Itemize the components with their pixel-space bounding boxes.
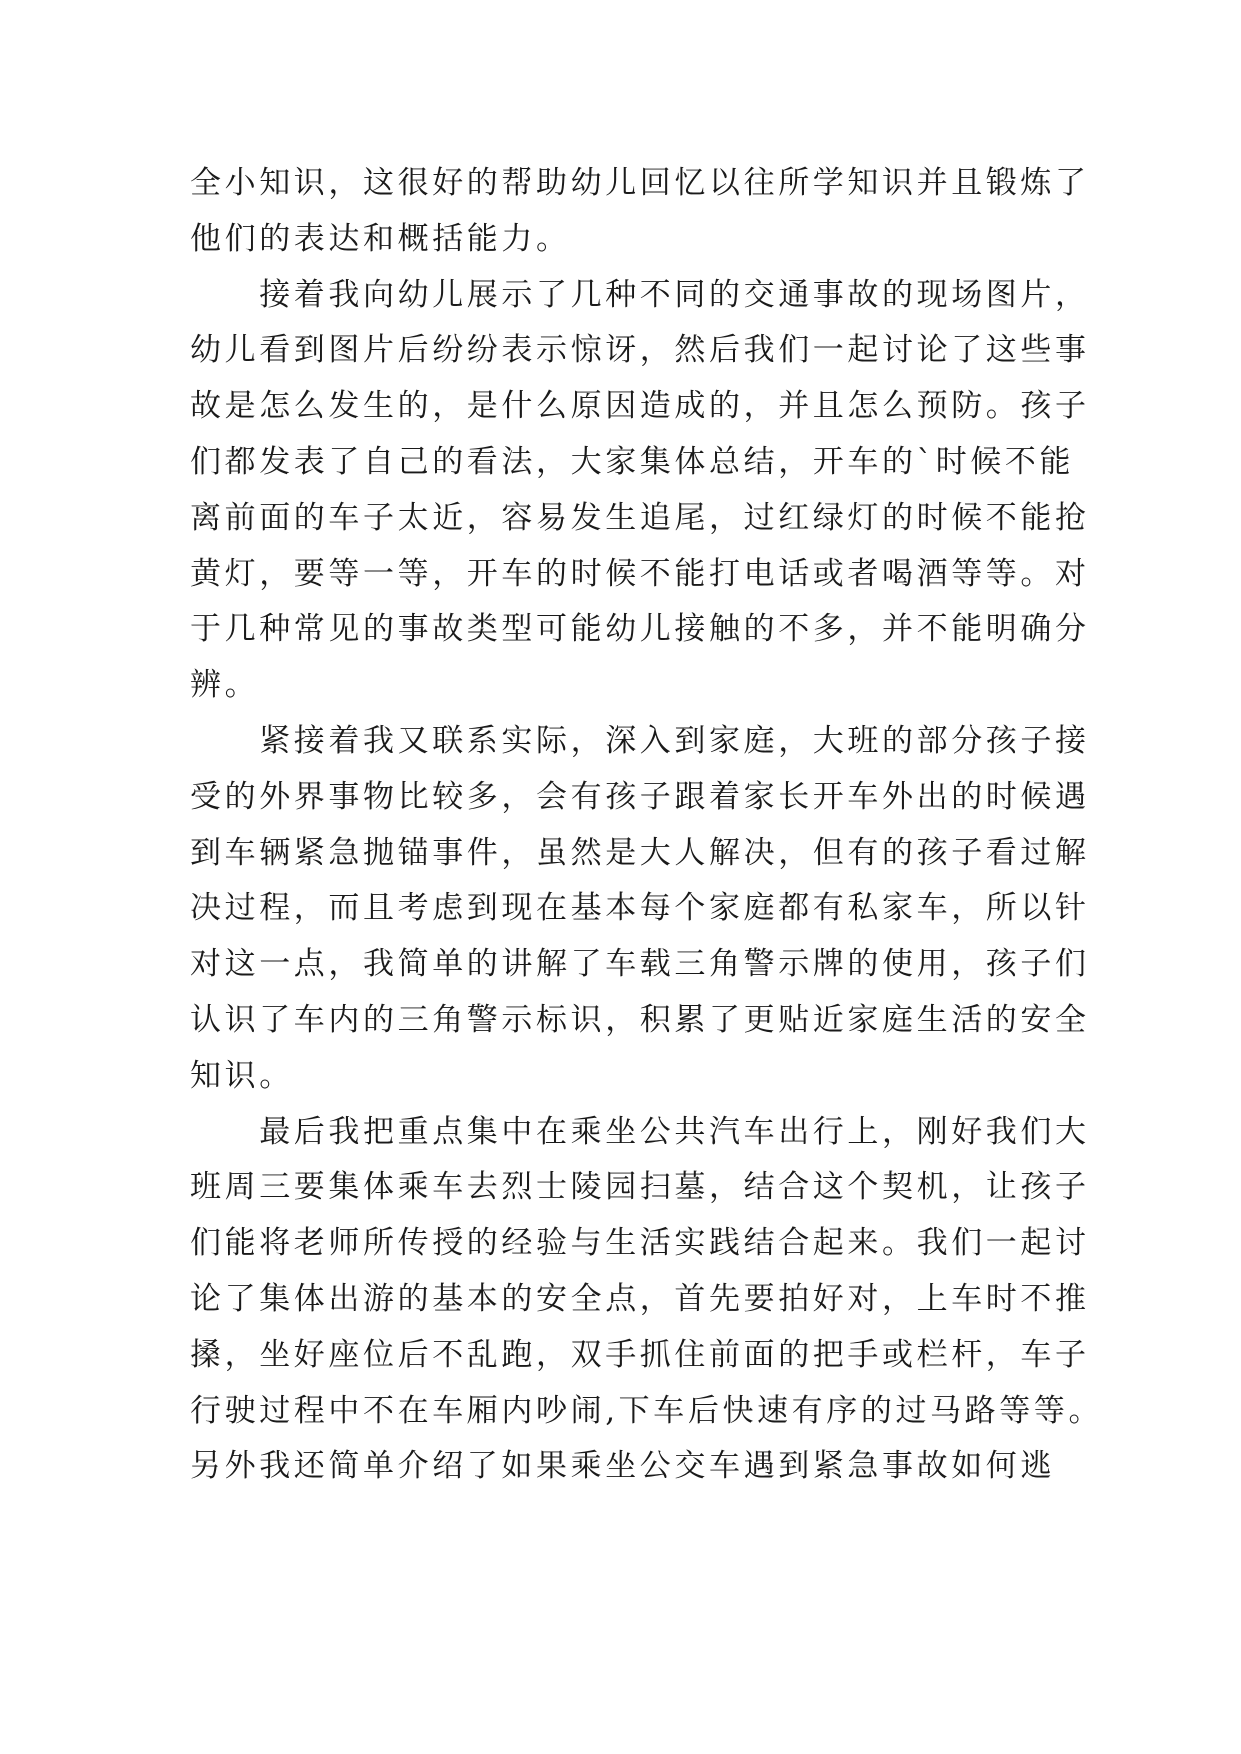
text-line: 离前面的车子太近，容易发生追尾，过红绿灯的时候不能抢 xyxy=(190,499,1090,536)
text-line: 受的外界事物比较多，会有孩子跟着家长开车外出的时候遇 xyxy=(190,778,1090,815)
text-line: 他们的表达和概括能力。 xyxy=(190,220,571,257)
text-line: 们都发表了自己的看法，大家集体总结，开车的`时候不能 xyxy=(190,443,1075,480)
text-line: 幼儿看到图片后纷纷表示惊讶，然后我们一起讨论了这些事 xyxy=(190,332,1090,369)
text-line: 知识。 xyxy=(190,1057,294,1094)
text-line: 接着我向幼儿展示了几种不同的交通事故的现场图片， xyxy=(190,276,1090,313)
body-text xyxy=(190,156,1104,1495)
text-line: 辨。 xyxy=(190,667,260,704)
text-line: 论了集体出游的基本的安全点，首先要拍好对，上车时不推 xyxy=(190,1280,1090,1317)
text-line: 到车辆紧急抛锚事件，虽然是大人解决，但有的孩子看过解 xyxy=(190,834,1090,871)
text-line: 行驶过程中不在车厢内吵闹,下车后快速有序的过马路等等。 xyxy=(190,1392,1104,1429)
text-line: 班周三要集体乘车去烈士陵园扫墓，结合这个契机，让孩子 xyxy=(190,1169,1090,1206)
text-line: 黄灯，要等一等，开车的时候不能打电话或者喝酒等等。对 xyxy=(190,555,1090,592)
text-line: 全小知识，这很好的帮助幼儿回忆以往所学知识并且锻炼了 xyxy=(190,165,1090,201)
text-line: 决过程，而且考虑到现在基本每个家庭都有私家车，所以针 xyxy=(190,890,1090,927)
text-line: 们能将老师所传授的经验与生活实践结合起来。我们一起讨 xyxy=(190,1225,1090,1262)
text-line: 搡，坐好座位后不乱跑，双手抓住前面的把手或栏杆，车子 xyxy=(190,1336,1090,1373)
text-line: 对这一点，我简单的讲解了车载三角警示牌的使用，孩子们 xyxy=(190,946,1090,983)
text-line: 认识了车内的三角警示标识，积累了更贴近家庭生活的安全 xyxy=(190,1001,1090,1038)
text-line: 故是怎么发生的，是什么原因造成的，并且怎么预防。孩子 xyxy=(190,388,1090,425)
text-line: 最后我把重点集中在乘坐公共汽车出行上，刚好我们大 xyxy=(190,1113,1090,1150)
text-line: 紧接着我又联系实际，深入到家庭，大班的部分孩子接 xyxy=(190,722,1090,759)
text-line: 于几种常见的事故类型可能幼儿接触的不多，并不能明确分 xyxy=(190,611,1090,648)
text-line: 另外我还简单介绍了如果乘坐公交车遇到紧急事故如何逃 xyxy=(190,1448,1055,1485)
